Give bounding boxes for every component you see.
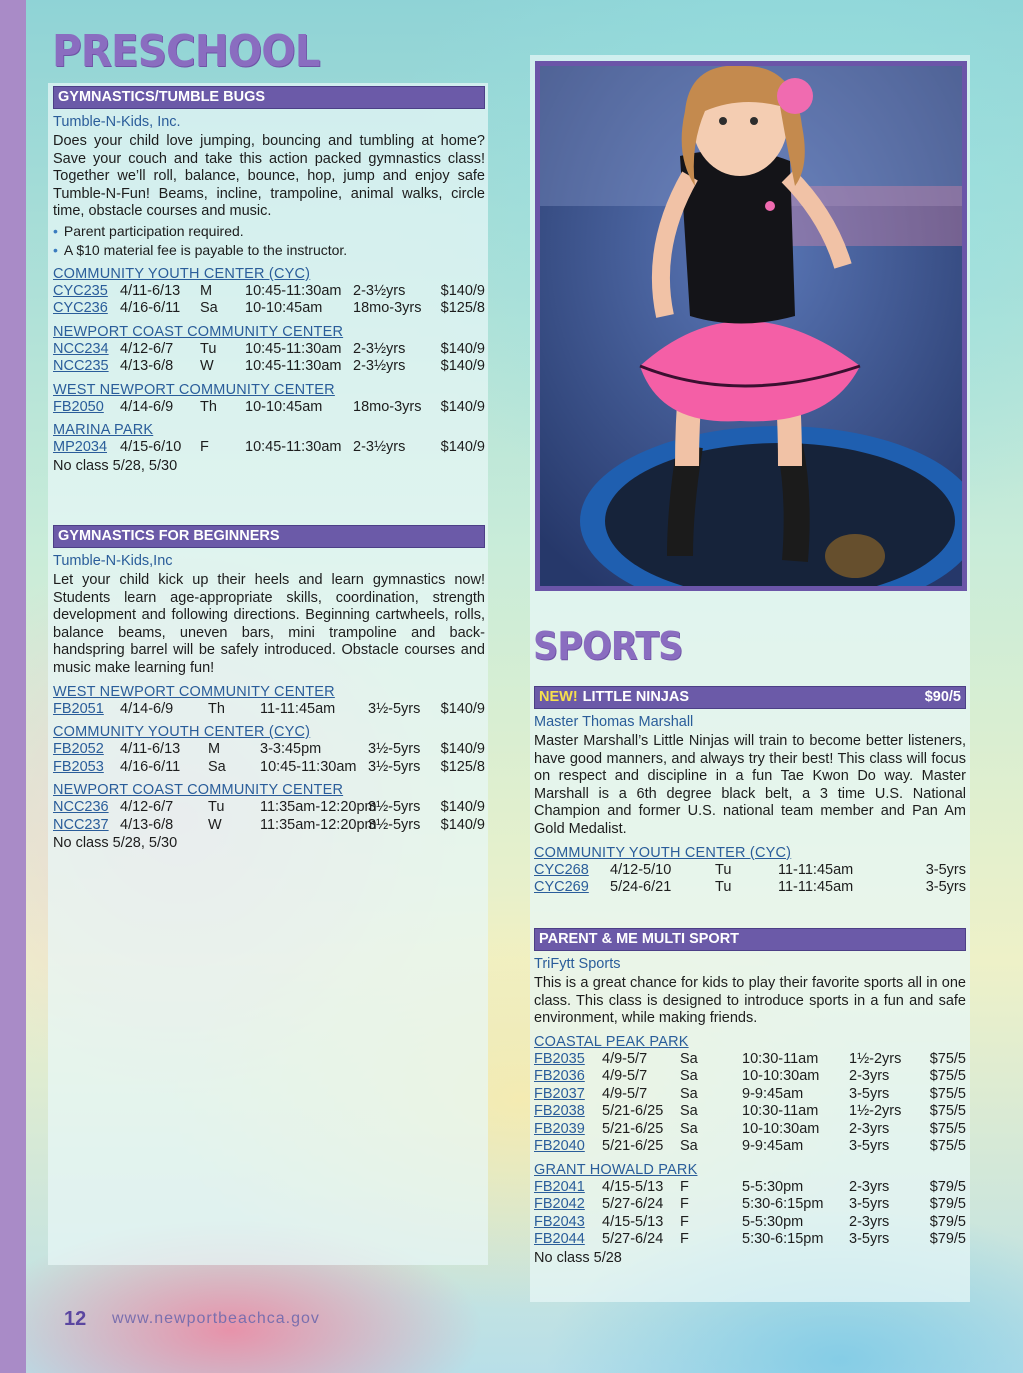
class-time: 10:30-11am	[742, 1103, 819, 1120]
class-code[interactable]: FB2043	[534, 1213, 585, 1230]
class-dates: 4/15-5/13	[602, 1178, 664, 1195]
class-row	[534, 1051, 966, 1069]
left-color-strip	[0, 0, 26, 1373]
class-fee: $140/9	[440, 398, 485, 415]
class-fee: $79/5	[929, 1178, 966, 1195]
course-note-item: • Parent participation required.	[53, 222, 485, 241]
class-row	[534, 1214, 966, 1232]
class-time: 10:30-11am	[742, 1050, 819, 1067]
class-time: 11-11:45am	[778, 879, 854, 896]
class-code[interactable]: FB2052	[53, 741, 104, 758]
location-heading[interactable]: COMMUNITY YOUTH CENTER (CYC)	[534, 844, 792, 861]
class-row	[534, 1196, 966, 1214]
class-code[interactable]: FB2042	[534, 1196, 585, 1213]
class-time: 10-10:45am	[245, 398, 323, 415]
location-heading[interactable]: MARINA PARK	[53, 422, 154, 439]
class-age: 3½-5yrs	[368, 799, 421, 816]
class-age: 2-3yrs	[849, 1178, 890, 1195]
course-title: GYMNASTICS/TUMBLE BUGS	[58, 89, 266, 105]
class-code[interactable]: FB2040	[534, 1138, 585, 1155]
class-row	[534, 1179, 966, 1197]
class-time: 11:35am-12:20pm	[260, 799, 377, 816]
class-age: 1½-2yrs	[849, 1103, 902, 1120]
class-dates: 4/9-5/7	[602, 1050, 648, 1067]
class-day: Sa	[680, 1103, 698, 1120]
course-title: GYMNASTICS FOR BEGINNERS	[58, 528, 280, 544]
new-badge: NEW!	[539, 689, 578, 705]
course-description: This is a great chance for kids to play their favorite sports all in one class. This class is designed to introduce sports in a fun and safe environment, while making friends.	[534, 975, 966, 1027]
course-title-bar	[534, 686, 966, 709]
location-heading[interactable]: GRANT HOWALD PARK	[534, 1161, 698, 1178]
class-row	[53, 439, 485, 457]
class-day: F	[200, 439, 209, 456]
class-time: 10:45-11:30am	[245, 340, 342, 357]
class-fee: $75/5	[929, 1068, 966, 1085]
location-heading[interactable]: COMMUNITY YOUTH CENTER (CYC)	[53, 265, 311, 282]
class-time: 5-5:30pm	[742, 1213, 804, 1230]
class-code[interactable]: FB2050	[53, 398, 104, 415]
class-code[interactable]: FB2037	[534, 1085, 585, 1102]
class-fee: $140/9	[440, 439, 485, 456]
preschool-heading: PRESCHOOL	[52, 26, 320, 77]
class-dates: 4/9-5/7	[602, 1085, 648, 1102]
class-time: 10-10:30am	[742, 1120, 820, 1137]
class-dates: 4/16-6/11	[120, 300, 181, 317]
class-row	[53, 358, 485, 376]
class-dates: 4/14-6/9	[120, 398, 174, 415]
class-row	[53, 817, 485, 835]
schedule	[53, 684, 485, 853]
class-row	[534, 1121, 966, 1139]
class-fee: $140/9	[440, 700, 485, 717]
course-provider: Tumble-N-Kids,Inc	[53, 553, 173, 569]
course-title: PARENT & ME MULTI SPORT	[539, 931, 740, 947]
location-heading[interactable]: WEST NEWPORT COMMUNITY CENTER	[53, 381, 335, 398]
page-number: 12	[64, 1308, 87, 1330]
course-tumble-bugs	[53, 86, 485, 475]
class-day: Sa	[680, 1068, 698, 1085]
course-title: LITTLE NINJAS	[582, 689, 690, 705]
course-title-wrap	[539, 687, 689, 708]
class-row	[534, 1103, 966, 1121]
class-row	[534, 862, 966, 880]
class-fee: $125/8	[440, 300, 485, 317]
class-code[interactable]: FB2041	[534, 1178, 585, 1195]
class-code[interactable]: CYC268	[534, 861, 589, 878]
class-time: 10:45-11:30am	[245, 358, 342, 375]
course-description: Master Marshall’s Little Ninjas will train to become better listeners, have good manners, and always try their best! This class will focus on respect and discipline in a fun Tae Kwon Do way. Master Marshall is a 6th degree black belt, a 3 time U.S. National Champion and former U.S. national team member and Pan Am Gold Medalist.	[534, 733, 966, 837]
class-day: W	[208, 816, 222, 833]
class-row	[534, 1138, 966, 1156]
schedule	[534, 1034, 966, 1267]
class-row	[534, 1068, 966, 1086]
class-fee: $140/9	[440, 741, 485, 758]
class-code[interactable]: CYC236	[53, 300, 108, 317]
class-dates: 4/15-6/10	[120, 439, 182, 456]
class-time: 11-11:45am	[778, 861, 854, 878]
class-dates: 5/24-6/21	[610, 879, 672, 896]
class-code[interactable]: FB2051	[53, 700, 104, 717]
class-day: Tu	[715, 861, 732, 878]
class-time: 3-3:45pm	[260, 741, 322, 758]
class-time: 10:45-11:30am	[260, 758, 357, 775]
class-time: 9-9:45am	[742, 1138, 804, 1155]
class-dates: 5/27-6/24	[602, 1196, 664, 1213]
location-heading[interactable]: COMMUNITY YOUTH CENTER (CYC)	[53, 724, 311, 741]
class-age: 1½-2yrs	[849, 1050, 902, 1067]
class-time: 10:45-11:30am	[245, 439, 342, 456]
class-time: 11:35am-12:20pm	[260, 816, 377, 833]
class-code[interactable]: NCC237	[53, 816, 109, 833]
no-class-note: No class 5/28, 5/30	[53, 835, 178, 852]
class-dates: 4/12-6/7	[120, 799, 174, 816]
class-age: 3½-5yrs	[368, 758, 421, 775]
course-parent-me-multi-sport	[534, 928, 966, 1267]
no-class-note: No class 5/28	[534, 1249, 622, 1266]
no-class-note: No class 5/28, 5/30	[53, 457, 178, 474]
class-age: 2-3yrs	[849, 1068, 890, 1085]
class-row	[53, 741, 485, 759]
class-age: 3½-5yrs	[368, 700, 421, 717]
class-age: 2-3½yrs	[353, 358, 406, 375]
schedule	[53, 266, 485, 475]
class-dates: 4/14-6/9	[120, 700, 174, 717]
class-time: 9-9:45am	[742, 1085, 804, 1102]
location-heading[interactable]: NEWPORT COAST COMMUNITY CENTER	[53, 323, 344, 340]
course-little-ninjas	[534, 686, 966, 897]
class-row	[53, 283, 485, 301]
class-row	[534, 879, 966, 897]
class-day: Th	[208, 700, 225, 717]
class-age: 18mo-3yrs	[353, 398, 422, 415]
class-fee: $75/5	[929, 1085, 966, 1102]
class-dates: 5/27-6/24	[602, 1231, 664, 1248]
class-code[interactable]: FB2044	[534, 1231, 585, 1248]
class-time: 5-5:30pm	[742, 1178, 804, 1195]
course-description: Does your child love jumping, bouncing and tumbling at home? Save your couch and take this action packed gymnastics class! Together we’ll roll, balance, bounce, hop, jump and enjoy safe Tumble-N-Fun! Beams, incline, trampoline, animal walks, circle time, obstacle courses and music.	[53, 133, 485, 220]
class-fee: $79/5	[929, 1213, 966, 1230]
class-age: 3-5yrs	[849, 1085, 890, 1102]
website-url[interactable]: www.newportbeachca.gov	[112, 1310, 320, 1327]
class-row	[53, 300, 485, 318]
class-fee: $79/5	[929, 1196, 966, 1213]
class-dates: 5/21-6/25	[602, 1103, 664, 1120]
schedule	[534, 845, 966, 897]
class-time: 11-11:45am	[260, 700, 336, 717]
class-day: Tu	[208, 799, 225, 816]
course-notes-list	[53, 222, 485, 260]
location-heading[interactable]: NEWPORT COAST COMMUNITY CENTER	[53, 782, 344, 799]
class-age: 3-5yrs	[849, 1196, 890, 1213]
class-day: Sa	[208, 758, 226, 775]
class-row	[534, 1086, 966, 1104]
class-dates: 4/15-5/13	[602, 1213, 664, 1230]
girl-trampoline-photo	[535, 61, 967, 591]
class-code[interactable]: FB2036	[534, 1068, 585, 1085]
class-age: 2-3yrs	[849, 1213, 890, 1230]
location-heading[interactable]: COASTAL PEAK PARK	[534, 1033, 689, 1050]
class-fee: $79/5	[929, 1231, 966, 1248]
class-age: 3½-5yrs	[368, 741, 421, 758]
class-fee: $75/5	[929, 1050, 966, 1067]
class-age: 3½-5yrs	[368, 816, 421, 833]
class-code[interactable]: CYC269	[534, 879, 589, 896]
class-fee: $140/9	[440, 799, 485, 816]
course-note-item: • A $10 material fee is payable to the instructor.	[53, 241, 485, 260]
class-dates: 4/12-6/7	[120, 340, 174, 357]
class-row	[53, 701, 485, 719]
class-day: Sa	[680, 1050, 698, 1067]
class-row	[53, 799, 485, 817]
class-day: Th	[200, 398, 217, 415]
class-fee: $140/9	[440, 358, 485, 375]
class-dates: 4/9-5/7	[602, 1068, 648, 1085]
course-title-bar	[53, 86, 485, 109]
class-fee: $75/5	[929, 1138, 966, 1155]
location-heading[interactable]: WEST NEWPORT COMMUNITY CENTER	[53, 683, 335, 700]
course-provider: Master Thomas Marshall	[534, 714, 694, 730]
class-code[interactable]: CYC235	[53, 282, 108, 299]
course-provider: Tumble-N-Kids, Inc.	[53, 114, 181, 130]
class-dates: 4/12-5/10	[610, 861, 672, 878]
class-time: 10-10:45am	[245, 300, 323, 317]
course-description: Let your child kick up their heels and learn gymnastics now! Students learn age-appropriate skills, coordination, strength development and following directions. Beginning cartwheels, rolls, balance beams, uneven bars, mini trampoline and back-handspring barrel will be safely introduced. Obstacle courses and music make learning fun!	[53, 572, 485, 676]
class-day: F	[680, 1213, 689, 1230]
class-fee: $140/9	[440, 340, 485, 357]
course-title-bar	[534, 928, 966, 951]
sports-heading: SPORTS	[533, 624, 683, 668]
class-day: F	[680, 1196, 689, 1213]
class-day: Sa	[200, 300, 218, 317]
class-code[interactable]: FB2035	[534, 1050, 585, 1067]
course-title-bar	[53, 525, 485, 548]
class-time: 10:45-11:30am	[245, 282, 342, 299]
class-age: 3-5yrs	[925, 879, 966, 896]
class-day: Tu	[200, 340, 217, 357]
class-day: F	[680, 1178, 689, 1195]
class-day: Sa	[680, 1120, 698, 1137]
class-day: M	[200, 282, 213, 299]
class-code[interactable]: NCC234	[53, 340, 109, 357]
photo-illustration	[540, 66, 962, 586]
class-day: W	[200, 358, 214, 375]
class-day: Sa	[680, 1085, 698, 1102]
class-dates: 4/11-6/13	[120, 741, 181, 758]
class-age: 2-3½yrs	[353, 340, 406, 357]
class-row	[534, 1231, 966, 1249]
class-age: 2-3½yrs	[353, 282, 406, 299]
class-code[interactable]: NCC235	[53, 358, 109, 375]
class-age: 3-5yrs	[925, 861, 966, 878]
class-age: 2-3½yrs	[353, 439, 406, 456]
class-dates: 4/13-6/8	[120, 358, 174, 375]
class-dates: 5/21-6/25	[602, 1138, 664, 1155]
class-code[interactable]: MP2034	[53, 439, 108, 456]
course-price: $90/5	[924, 689, 961, 705]
class-day: Tu	[715, 879, 732, 896]
class-age: 18mo-3yrs	[353, 300, 422, 317]
class-row	[53, 341, 485, 359]
class-time: 5:30-6:15pm	[742, 1196, 824, 1213]
class-dates: 4/13-6/8	[120, 816, 174, 833]
class-code[interactable]: FB2038	[534, 1103, 585, 1120]
class-fee: $75/5	[929, 1120, 966, 1137]
class-fee: $125/8	[440, 758, 485, 775]
course-provider: TriFytt Sports	[534, 956, 621, 972]
class-dates: 4/11-6/13	[120, 282, 181, 299]
class-row	[53, 759, 485, 777]
class-code[interactable]: FB2053	[53, 758, 104, 775]
class-time: 5:30-6:15pm	[742, 1231, 824, 1248]
course-gymnastics-beginners	[53, 525, 485, 852]
class-age: 2-3yrs	[849, 1120, 890, 1137]
class-fee: $140/9	[440, 816, 485, 833]
class-day: Sa	[680, 1138, 698, 1155]
class-fee: $75/5	[929, 1103, 966, 1120]
class-time: 10-10:30am	[742, 1068, 820, 1085]
class-age: 3-5yrs	[849, 1138, 890, 1155]
class-dates: 5/21-6/25	[602, 1120, 664, 1137]
class-code[interactable]: FB2039	[534, 1120, 585, 1137]
class-day: F	[680, 1231, 689, 1248]
class-fee: $140/9	[440, 282, 485, 299]
class-row	[53, 399, 485, 417]
class-code[interactable]: NCC236	[53, 799, 109, 816]
class-age: 3-5yrs	[849, 1231, 890, 1248]
class-dates: 4/16-6/11	[120, 758, 181, 775]
class-day: M	[208, 741, 221, 758]
